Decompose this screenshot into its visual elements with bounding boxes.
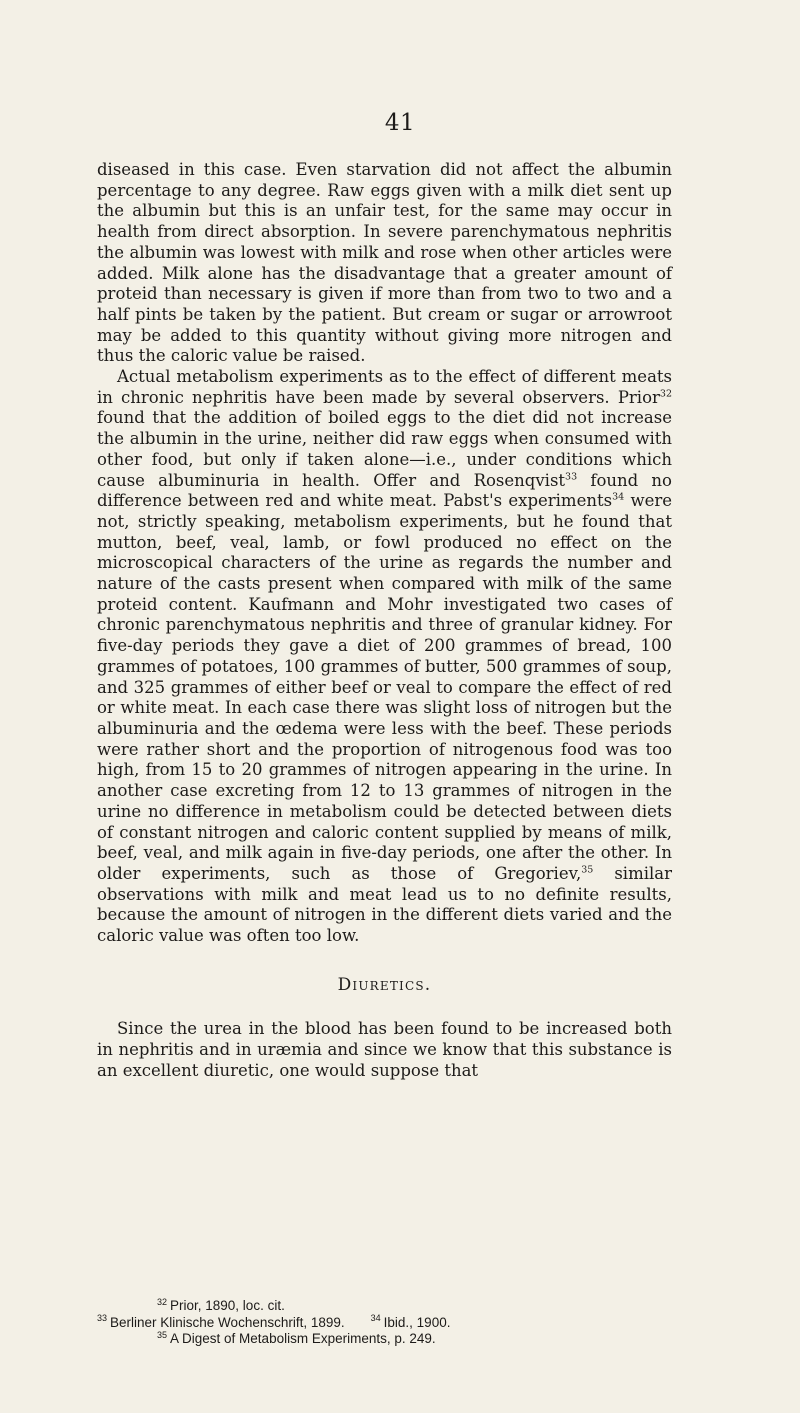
body-text [97, 160, 672, 1082]
paragraph-3: Since the urea in the blood has been found to be increased both in nephritis and in uræmia and since we know that this substance is an excellent diuretic, one would suppose that [97, 1019, 672, 1080]
footnote-line-3 [97, 1331, 697, 1348]
footnote-32: Prior, 1890, loc. cit. [170, 1298, 285, 1313]
footnote-number: 32 [157, 1296, 168, 1307]
footnote-34: Ibid., 1900. [383, 1314, 451, 1330]
paragraph-1: diseased in this case. Even starvation did not affect the albumin percentage to any degree. Raw eggs given with a milk diet sent up the albumin but this is an unfair test, for the same may occur in health from direct absorption. In severe parenchymatous nephritis the albumin was lowest with milk and rose when other articles were added. Milk alone has the disadvantage that a greater amount of proteid than necessary is given if more than from two to two and a half pints be taken by the patient. But cream or sugar or arrowroot may be added to this quantity without giving more nitrogen and thus the caloric value be raised. [97, 160, 672, 366]
section-heading: Diuretics. [337, 974, 432, 995]
paragraph-2-part-e: similar observations with milk and meat lead us to no definite results, because the amount of nitrogen in the different diets varied and the caloric value was often too low. [97, 863, 673, 946]
footnote-35: A Digest of Metabolism Experiments, p. 249. [170, 1331, 436, 1346]
footnote-number: 35 [157, 1329, 168, 1340]
footnote-33: Berliner Klinische Wochenschrift, 1899. [110, 1314, 345, 1330]
footnotes [97, 1298, 697, 1348]
footnote-line-1 [97, 1298, 697, 1315]
footnote-line-2 [97, 1315, 697, 1332]
paragraph-2-part-d: were not, strictly speaking, metabolism experiments, but he found that mutton, beef, veal, lamb, or fowl produced no effect on the microscopical characters of the urine as regards the number and nature of the casts present when compared with milk of the same proteid content. Kaufmann and Mohr investigated two cases of chronic parenchymatous nephritis and three of granular kidney. For five-day periods they gave a diet of 200 grammes of bread, 100 grammes of potatoes, 100 grammes of butter, 500 grammes of soup, and 325 grammes of either beef or veal to compare the effect of red or white meat. In each case there was slight loss of nitrogen but the albuminuria and the œdema were less with the beef. These periods were rather short and the proportion of nitrogenous food was too high, from 15 to 20 grammes of nitrogen appearing in the urine. In another case excreting from 12 to 13 grammes of nitrogen in the urine no difference in metabolism could be detected between diets of constant nitrogen and caloric content supplied by means of milk, beef, veal, and milk again in five-day periods, one after the other. In older experiments, such as those of Gregoriev, [97, 491, 672, 883]
page-number: 41 [384, 110, 416, 136]
paragraph-2-part-a: Actual metabolism experiments as to the effect of different meats in chronic nephritis have been made by several observers. Prior [97, 367, 672, 407]
footnote-number: 34 [370, 1313, 381, 1323]
footnote-ref-34: 34 [612, 491, 625, 503]
paragraph-2 [97, 367, 672, 947]
paragraph-2-part-b: found that the addition of boiled eggs to the diet did not increase the albumin in the urine, neither did raw eggs when consumed with other food, but only if taken alone—i.e., under conditions which cause albuminuria in health. Offer and Rosenqvist [97, 408, 672, 490]
paragraph-2-part-c: found no difference between red and white meat. Pabst's experiments [97, 470, 672, 511]
footnote-ref-32: 32 [659, 388, 672, 400]
footnote-ref-35: 35 [581, 864, 594, 876]
footnote-number: 33 [97, 1313, 108, 1323]
footnote-ref-33: 33 [565, 471, 578, 483]
